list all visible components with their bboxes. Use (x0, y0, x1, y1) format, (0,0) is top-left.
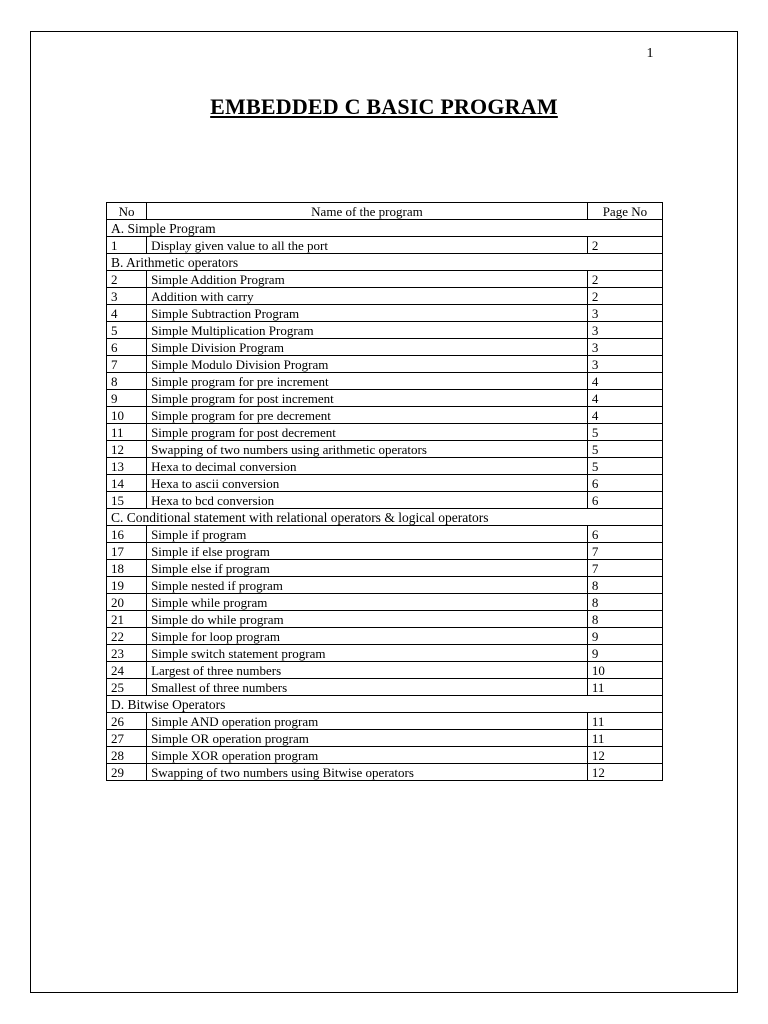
program-name: Display given value to all the port (147, 237, 588, 254)
program-number: 29 (107, 764, 147, 781)
table-row (107, 271, 663, 288)
program-page-number: 2 (587, 271, 662, 288)
table-row (107, 424, 663, 441)
program-number: 2 (107, 271, 147, 288)
program-page-number: 3 (587, 305, 662, 322)
table-row (107, 713, 663, 730)
table-row (107, 373, 663, 390)
program-name: Simple Multiplication Program (147, 322, 588, 339)
program-page-number: 4 (587, 373, 662, 390)
program-number: 8 (107, 373, 147, 390)
program-number: 5 (107, 322, 147, 339)
table-row (107, 543, 663, 560)
program-name: Hexa to bcd conversion (147, 492, 588, 509)
program-name: Simple Subtraction Program (147, 305, 588, 322)
section-row (107, 254, 663, 271)
program-name: Simple program for pre increment (147, 373, 588, 390)
program-name: Addition with carry (147, 288, 588, 305)
section-heading: D. Bitwise Operators (107, 696, 663, 713)
program-number: 27 (107, 730, 147, 747)
document-title: EMBEDDED C BASIC PROGRAM (210, 94, 558, 119)
program-page-number: 2 (587, 237, 662, 254)
program-name: Simple Division Program (147, 339, 588, 356)
program-name: Simple nested if program (147, 577, 588, 594)
table-row (107, 441, 663, 458)
table-row (107, 662, 663, 679)
program-page-number: 6 (587, 475, 662, 492)
program-name: Simple program for post decrement (147, 424, 588, 441)
program-page-number: 5 (587, 441, 662, 458)
header-no: No (107, 203, 147, 220)
table-row (107, 305, 663, 322)
section-heading: B. Arithmetic operators (107, 254, 663, 271)
page-number: 1 (646, 46, 654, 61)
program-number: 11 (107, 424, 147, 441)
program-page-number: 11 (587, 730, 662, 747)
table-row (107, 390, 663, 407)
program-page-number: 9 (587, 628, 662, 645)
program-page-number: 10 (587, 662, 662, 679)
header-program-name: Name of the program (147, 203, 588, 220)
program-number: 3 (107, 288, 147, 305)
program-page-number: 3 (587, 322, 662, 339)
table-row (107, 679, 663, 696)
program-page-number: 9 (587, 645, 662, 662)
program-page-number: 6 (587, 526, 662, 543)
table-row (107, 237, 663, 254)
program-page-number: 6 (587, 492, 662, 509)
program-number: 19 (107, 577, 147, 594)
program-page-number: 2 (587, 288, 662, 305)
program-name: Simple OR operation program (147, 730, 588, 747)
program-name: Hexa to ascii conversion (147, 475, 588, 492)
table-row (107, 288, 663, 305)
program-number: 22 (107, 628, 147, 645)
program-name: Simple if program (147, 526, 588, 543)
program-number: 13 (107, 458, 147, 475)
program-number: 10 (107, 407, 147, 424)
table-row (107, 611, 663, 628)
section-row (107, 220, 663, 237)
program-number: 23 (107, 645, 147, 662)
table-row (107, 322, 663, 339)
section-row (107, 509, 663, 526)
program-number: 7 (107, 356, 147, 373)
section-row (107, 696, 663, 713)
program-number: 26 (107, 713, 147, 730)
program-number: 6 (107, 339, 147, 356)
table-row (107, 645, 663, 662)
program-number: 17 (107, 543, 147, 560)
program-number: 14 (107, 475, 147, 492)
table-row (107, 577, 663, 594)
program-page-number: 4 (587, 390, 662, 407)
program-number: 1 (107, 237, 147, 254)
program-name: Simple else if program (147, 560, 588, 577)
program-number: 12 (107, 441, 147, 458)
program-page-number: 5 (587, 424, 662, 441)
program-page-number: 11 (587, 713, 662, 730)
program-page-number: 3 (587, 356, 662, 373)
program-page-number: 8 (587, 611, 662, 628)
program-number: 20 (107, 594, 147, 611)
program-name: Smallest of three numbers (147, 679, 588, 696)
program-page-number: 3 (587, 339, 662, 356)
program-name: Swapping of two numbers using Bitwise operators (147, 764, 588, 781)
table-header-row (107, 203, 663, 220)
table-row (107, 475, 663, 492)
table-row (107, 458, 663, 475)
program-name: Simple if else program (147, 543, 588, 560)
program-page-number: 8 (587, 594, 662, 611)
table-row (107, 730, 663, 747)
program-page-number: 11 (587, 679, 662, 696)
table-body (107, 220, 663, 781)
program-number: 9 (107, 390, 147, 407)
table-row (107, 764, 663, 781)
program-name: Simple program for pre decrement (147, 407, 588, 424)
program-page-number: 8 (587, 577, 662, 594)
program-index-table (106, 202, 663, 781)
program-number: 15 (107, 492, 147, 509)
table-row (107, 492, 663, 509)
program-name: Simple do while program (147, 611, 588, 628)
program-name: Hexa to decimal conversion (147, 458, 588, 475)
program-name: Simple switch statement program (147, 645, 588, 662)
program-page-number: 7 (587, 543, 662, 560)
program-number: 4 (107, 305, 147, 322)
header-page-no: Page No (587, 203, 662, 220)
table-row (107, 526, 663, 543)
table-row (107, 747, 663, 764)
program-page-number: 5 (587, 458, 662, 475)
program-page-number: 12 (587, 747, 662, 764)
program-name: Largest of three numbers (147, 662, 588, 679)
program-page-number: 12 (587, 764, 662, 781)
table-row (107, 628, 663, 645)
program-name: Swapping of two numbers using arithmetic operators (147, 441, 588, 458)
program-number: 21 (107, 611, 147, 628)
program-name: Simple AND operation program (147, 713, 588, 730)
program-name: Simple Modulo Division Program (147, 356, 588, 373)
program-name: Simple while program (147, 594, 588, 611)
program-name: Simple XOR operation program (147, 747, 588, 764)
program-number: 28 (107, 747, 147, 764)
table-row (107, 560, 663, 577)
program-page-number: 4 (587, 407, 662, 424)
table-row (107, 594, 663, 611)
table-row (107, 356, 663, 373)
program-page-number: 7 (587, 560, 662, 577)
table-row (107, 407, 663, 424)
section-heading: C. Conditional statement with relational operators & logical operators (107, 509, 663, 526)
program-name: Simple Addition Program (147, 271, 588, 288)
section-heading: A. Simple Program (107, 220, 663, 237)
program-name: Simple for loop program (147, 628, 588, 645)
program-name: Simple program for post increment (147, 390, 588, 407)
program-number: 18 (107, 560, 147, 577)
program-number: 24 (107, 662, 147, 679)
program-number: 25 (107, 679, 147, 696)
program-number: 16 (107, 526, 147, 543)
table-row (107, 339, 663, 356)
